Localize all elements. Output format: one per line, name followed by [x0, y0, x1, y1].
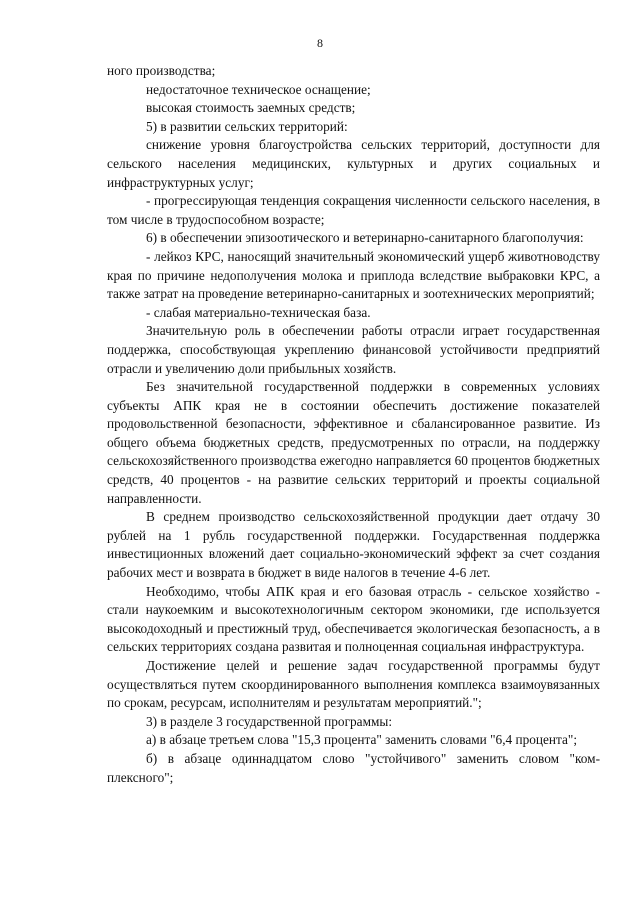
paragraph: 6) в обеспечении эпизоотического и ветеринарно-санитарного благополучия:: [146, 230, 584, 246]
paragraph: снижение уровня благоустройства сельских территорий, доступности для сельского населения медицинских, культурных и других социальных и инфраструктурных услуг;: [107, 137, 600, 190]
paragraph: 3) в разделе 3 государственной программы:: [146, 713, 393, 729]
paragraph: б) в абзаце одиннадцатом слово "устойчивого" заменить словом "комплексного";: [107, 750, 600, 785]
paragraph: - слабая материально-техническая база.: [146, 304, 371, 320]
paragraph: Без значительной государственной поддержки в современных условиях субъекты АПК края не в состоянии обеспечить достижение показателей продовольственной безопасности, эффективное и сбалансированное развитие. Из общего объема бюджетных средств, предусмотренных по отрасли, на поддержку сельскохозяйственного производства ежегодно направляется 60 процентов бюджетных средств, 40 процентов - на развитие сельских территорий и проекты социальной направленности.: [107, 379, 600, 506]
paragraph: Достижение целей и решение задач государственной программы будут осуществляться путем скоординированного выполнения комплекса взаимоувязанных по срокам, ресурсам, исполнителям и результатам мероприятий.";: [107, 658, 600, 711]
paragraph: - лейкоз КРС, наносящий значительный экономический ущерб животноводству края по причине недополучения молока и приплода вследствие выбраковки КРС, а также затрат на проведение ветеринарно-санитарных и зоотехнических мероприятий;: [107, 248, 600, 302]
paragraph: Значительную роль в обеспечении работы отрасли играет государственная поддержка, способствующая укреплению финансовой устойчивости предприятий отрасли и увеличению доли прибыльных хозяйств.: [107, 323, 600, 376]
document-body: [107, 62, 600, 787]
paragraph: 5) в развитии сельских территорий:: [146, 118, 348, 134]
paragraph: недостаточное техническое оснащение;: [146, 81, 371, 97]
page-number: 8: [317, 36, 323, 50]
paragraph: В среднем производство сельскохозяйственной продукции дает отдачу 30 рублей на 1 рубль государственной поддержки. Государственная поддержка инвестиционных вложений дает социально-экономический эффект за счет создания рабочих мест и возврата в бюджет в виде налогов в течение 4-6 лет.: [107, 509, 600, 581]
paragraph: Необходимо, чтобы АПК края и его базовая отрасль - сельское хозяйство - стали наукоемким и высокотехнологичным сектором экономики, где используется высокодоходный и престижный труд, обеспечивается экологическая безопасность, а в сельских территориях создана развитая и полноценная социальная инфраструктура.: [107, 583, 600, 655]
paragraph: высокая стоимость заемных средств;: [146, 100, 356, 116]
paragraph: ного производства;: [107, 63, 216, 78]
paragraph: - прогрессирующая тенденция сокращения численности сельского населения, в том числе в трудоспособном возрасте;: [107, 193, 600, 227]
paragraph: а) в абзаце третьем слова "15,3 процента" заменить словами "6,4 процента";: [146, 732, 578, 748]
